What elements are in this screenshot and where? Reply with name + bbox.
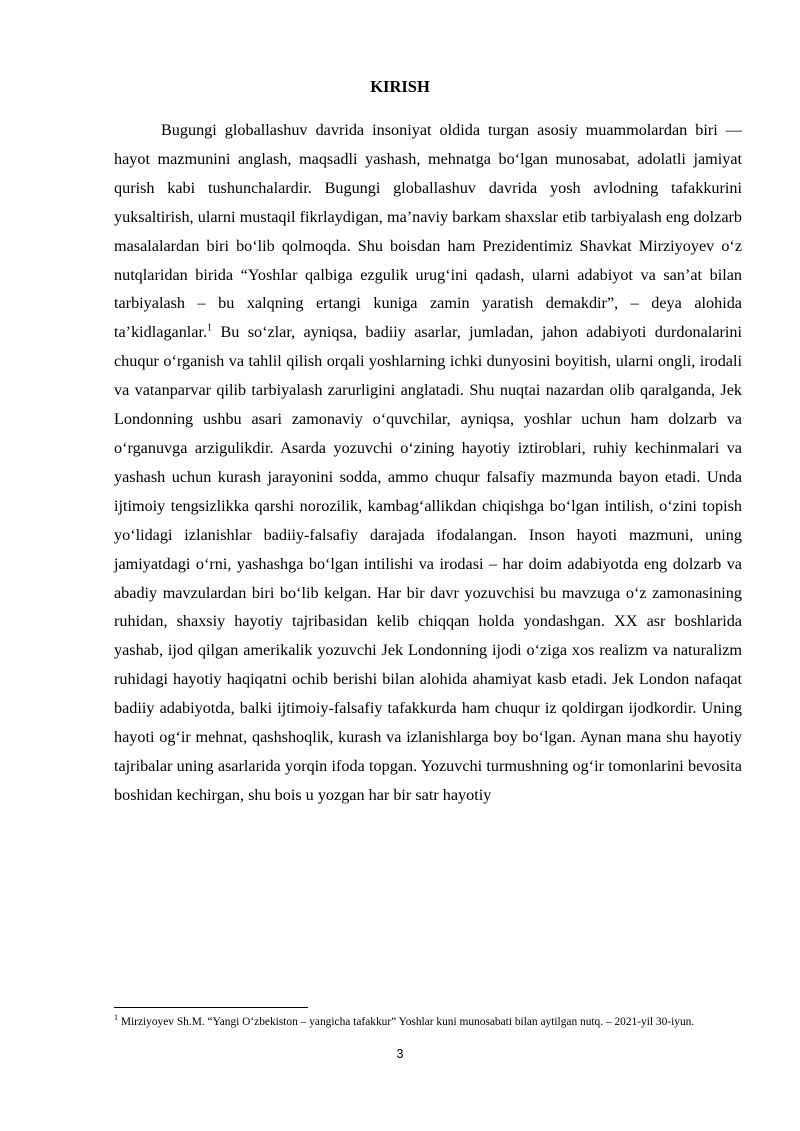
paragraph-text-part1: Bugungi globallashuv davrida insoniyat oldida turgan asosiy muammolardan biri — hayot mazmunini anglash, maqsadli yashash, mehnatga bo‘lgan munosabat, adolatli jamiyat qurish kabi tushunchalardir. Bugungi globallashuv davrida yosh avlodning tafakkurini yuksaltirish, ularni mustaqil fikrlaydigan, ma’naviy barkam shaxslar etib tarbiyalash eng dolzarb masalalardan biri bo‘lib qolmoqda. Shu boisdan ham Prezidentimiz Shavkat Mirziyoyev o‘z nutqlaridan birida “Yoshlar qalbiga ezgulik urug‘ini qadash, ularni adabiyot va san’at bilan tarbiyalash – bu xalqning ertangi kuniga zamin yaratish demakdir”, – deya alohida ta’kidlaganlar. bbox=[114, 121, 742, 342]
footnote bbox=[114, 1015, 744, 1030]
footnote-separator bbox=[114, 1007, 308, 1008]
section-title: KIRISH bbox=[370, 77, 430, 96]
main-paragraph bbox=[114, 116, 742, 810]
body-text bbox=[114, 116, 742, 810]
page-number: 3 bbox=[396, 1047, 404, 1061]
paragraph-text-part2: Bu so‘zlar, ayniqsa, badiiy asarlar, jumladan, jahon adabiyoti durdonalarini chuqur o‘rganish va tahlil qilish orqali yoshlarning ichki dunyosini boyitish, ularni ongli, irodali va vatanparvar qilib tarbiyalash zarurligini anglatadi. Shu nuqtai nazardan olib qaralganda, Jek Londonning ushbu asari zamonaviy o‘quvchilar, ayniqsa, yoshlar uchun ham dolzarb va o‘rganuvga arzigulikdir. Asarda yozuvchi o‘zining hayotiy iztiroblari, ruhiy kechinmalari va yashash uchun kurash jarayonini sodda, ammo chuqur falsafiy mazmunda bayon etadi. Unda ijtimoiy tengsizlikka qarshi norozilik, kambag‘allikdan chiqishga bo‘lgan intilish, o‘zini topish yo‘lidagi izlanishlar badiiy-falsafiy darajada ifodalangan. Inson hayoti mazmuni, uning jamiyatdagi o‘rni, yashashga bo‘lgan intilishi va irodasi – har doim adabiyotda eng dolzarb va abadiy mavzulardan biri bo‘lib kelgan. Har bir davr yozuvchisi bu mavzuga o‘z zamonasining ruhidan, shaxsiy hayotiy tajribasidan kelib chiqqan holda yondashgan. XX asr boshlarida yashab, ijod qilgan amerikalik yozuvchi Jek Londonning ijodi o‘ziga xos realizm va naturalizm ruhidagi hayotiy haqiqatni ochib berishi bilan alohida ahamiyat kasb etadi. Jek London nafaqat badiiy adabiyotda, balki ijtimoiy-falsafiy tafakkurda ham chuqur iz qoldirgan ijodkordir. Uning hayoti og‘ir mehnat, qashshoqlik, kurash va izlanishlarga boy bo‘lgan. Aynan mana shu hayotiy tajribalar uning asarlarida yorqin ifoda topgan. Yozuvchi turmushning og‘ir tomonlarini bevosita boshidan kechirgan, shu bois u yozgan har bir satr hayotiy bbox=[114, 323, 742, 804]
footnote-text: Mirziyoyev Sh.M. “Yangi O‘zbekiston – yangicha tafakkur” Yoshlar kuni munosabati bilan aytilgan nutq. – 2021-yil 30-iyun. bbox=[120, 1016, 695, 1028]
footnote-marker: 1 bbox=[114, 1013, 118, 1023]
footnote-reference[interactable]: 1 bbox=[207, 322, 213, 334]
